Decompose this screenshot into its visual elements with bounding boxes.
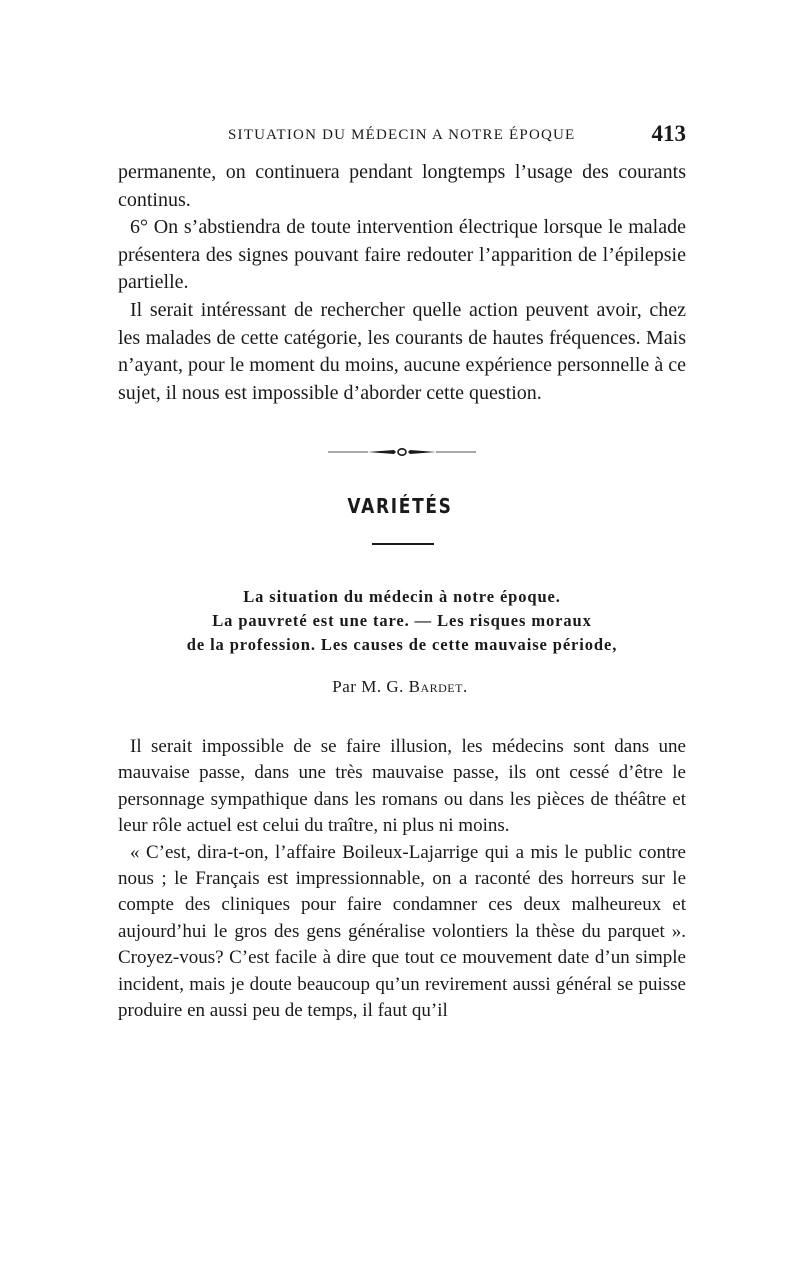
byline-author: Bardet. [408,677,468,696]
paragraph-conclusion: Il serait intéressant de rechercher quelle action peuvent avoir, chez les malades de cette catégorie, les courants de hautes fréquences. Mais n’ayant, pour le moment du moins, aucune expérience personnelle à ce sujet, il nous est impossible d’aborder cette question. [118,298,686,404]
paragraph-continuation: permanente, on continuera pendant longtemps l’usage des courants continus. [118,161,686,211]
section-title: VARIÉTÉS [347,494,453,518]
article-body [118,734,686,1024]
body-paragraph: Il serait impossible de se faire illusion, les médecins sont dans une mauvaise passe, dans une très mauvaise passe, ils ont cessé d’être le personnage sympathique dans les romans ou dans les pièces de théâtre et leur rôle actuel est celui du traître, ni plus ni moins. [118,736,686,837]
byline-prefix: Par M. G. [332,677,409,696]
article-title-line: La situation du médecin à notre époque. [243,587,561,606]
article-title [118,585,686,657]
top-text-block [118,159,686,407]
article-title-line: de la profession. Les causes de cette mauvaise période, [186,635,618,654]
running-head [118,121,686,151]
body-paragraph: « C’est, dira-t-on, l’affaire Boileux-Lajarrige qui a mis le public contre nous ; le Français est impressionnable, on a raconté des horreurs sur le compte des cliniques pour faire condamner ces deux malheureux et aujourd’hui le gros des gens généralise volontiers la thèse du parquet ». Croyez-vous? C’est facile à dire que tout ce mouvement date d’un simple incident, mais je doute beaucoup qu’un revirement aussi général se puisse produire en aussi peu de temps, il faut qu’il [118,841,686,1022]
paragraph-item-6: 6° On s’abstiendra de toute intervention électrique lorsque le malade présentera des signes pouvant faire redouter l’apparition de l’épilepsie partielle. [118,216,686,294]
running-title: SITUATION DU MÉDECIN A NOTRE ÉPOQUE [228,127,576,143]
byline [0,677,800,697]
article-title-line: La pauvreté est une tare. — Les risques moraux [212,611,592,630]
section-divider-ornament [328,446,476,458]
page-number: 413 [651,121,686,146]
section-title-rule [372,543,434,545]
